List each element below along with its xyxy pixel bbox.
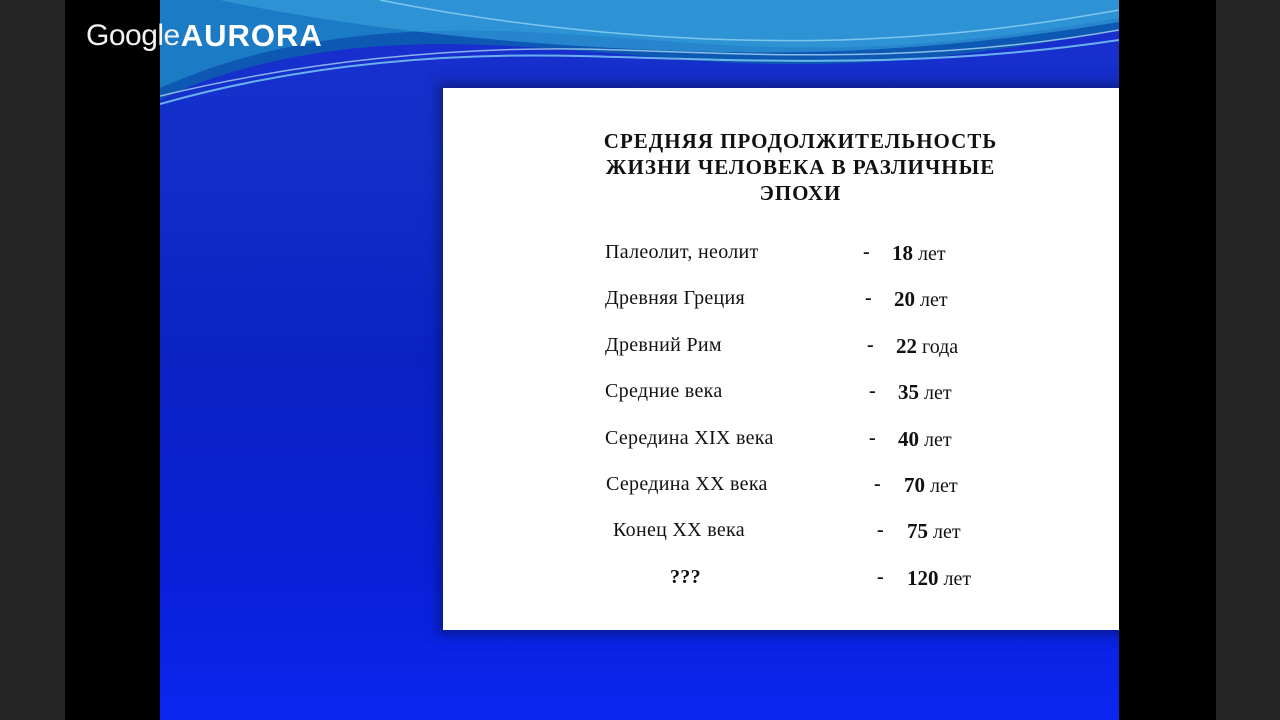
lifespan-number: 35 xyxy=(898,380,919,404)
title-line-3: ЭПОХИ xyxy=(759,181,842,205)
era-label: Середина XIX века xyxy=(605,427,774,449)
title-line-1: СРЕДНЯЯ ПРОДОЛЖИТЕЛЬНОСТЬ xyxy=(603,129,998,153)
lifespan-unit: лет xyxy=(943,568,972,590)
lifespan-unit: лет xyxy=(924,429,952,451)
slide-card xyxy=(443,88,1119,630)
separator-dash: - xyxy=(867,334,874,356)
lifespan-number: 20 xyxy=(894,287,915,311)
lifespan-value xyxy=(898,427,952,452)
lifespan-unit: лет xyxy=(918,243,946,265)
slide-title xyxy=(443,128,1119,206)
era-label: ??? xyxy=(670,566,701,588)
lifespan-value xyxy=(894,287,948,312)
era-label: Конец XX века xyxy=(613,519,745,541)
title-line-2: ЖИЗНИ ЧЕЛОВЕКА В РАЗЛИЧНЫЕ xyxy=(605,155,996,179)
lifespan-value xyxy=(892,241,946,266)
separator-dash: - xyxy=(865,287,872,309)
lifespan-value xyxy=(907,566,971,591)
right-letterbox xyxy=(1216,0,1280,720)
lifespan-value xyxy=(896,334,958,359)
lifespan-value xyxy=(907,519,961,544)
era-label: Палеолит, неолит xyxy=(605,241,759,263)
era-label: Середина XX века xyxy=(606,473,768,495)
lifespan-number: 22 xyxy=(896,334,917,358)
lifespan-value xyxy=(904,473,958,498)
separator-dash: - xyxy=(877,519,884,541)
separator-dash: - xyxy=(869,380,876,402)
google-wordmark: Google xyxy=(86,19,180,52)
separator-dash: - xyxy=(874,473,881,495)
lifespan-unit: лет xyxy=(930,475,958,497)
era-label: Древний Рим xyxy=(605,334,722,356)
lifespan-number: 75 xyxy=(907,519,928,543)
lifespan-unit: лет xyxy=(933,521,961,543)
aurora-wordmark: AURORA xyxy=(180,18,323,53)
left-letterbox xyxy=(0,0,65,720)
lifespan-number: 120 xyxy=(907,566,939,590)
era-label: Древняя Греция xyxy=(605,287,746,309)
presentation-slide xyxy=(160,0,1119,720)
separator-dash: - xyxy=(877,566,884,588)
lifespan-number: 18 xyxy=(892,241,913,265)
era-label: Средние века xyxy=(605,380,723,402)
lifespan-value xyxy=(898,380,952,405)
lifespan-number: 70 xyxy=(904,473,925,497)
lifespan-unit: лет xyxy=(924,382,952,404)
separator-dash: - xyxy=(863,241,870,263)
lifespan-unit: года xyxy=(922,336,959,358)
separator-dash: - xyxy=(869,427,876,449)
lifespan-unit: лет xyxy=(920,289,948,311)
google-aurora-logo xyxy=(86,16,323,56)
lifespan-number: 40 xyxy=(898,427,919,451)
